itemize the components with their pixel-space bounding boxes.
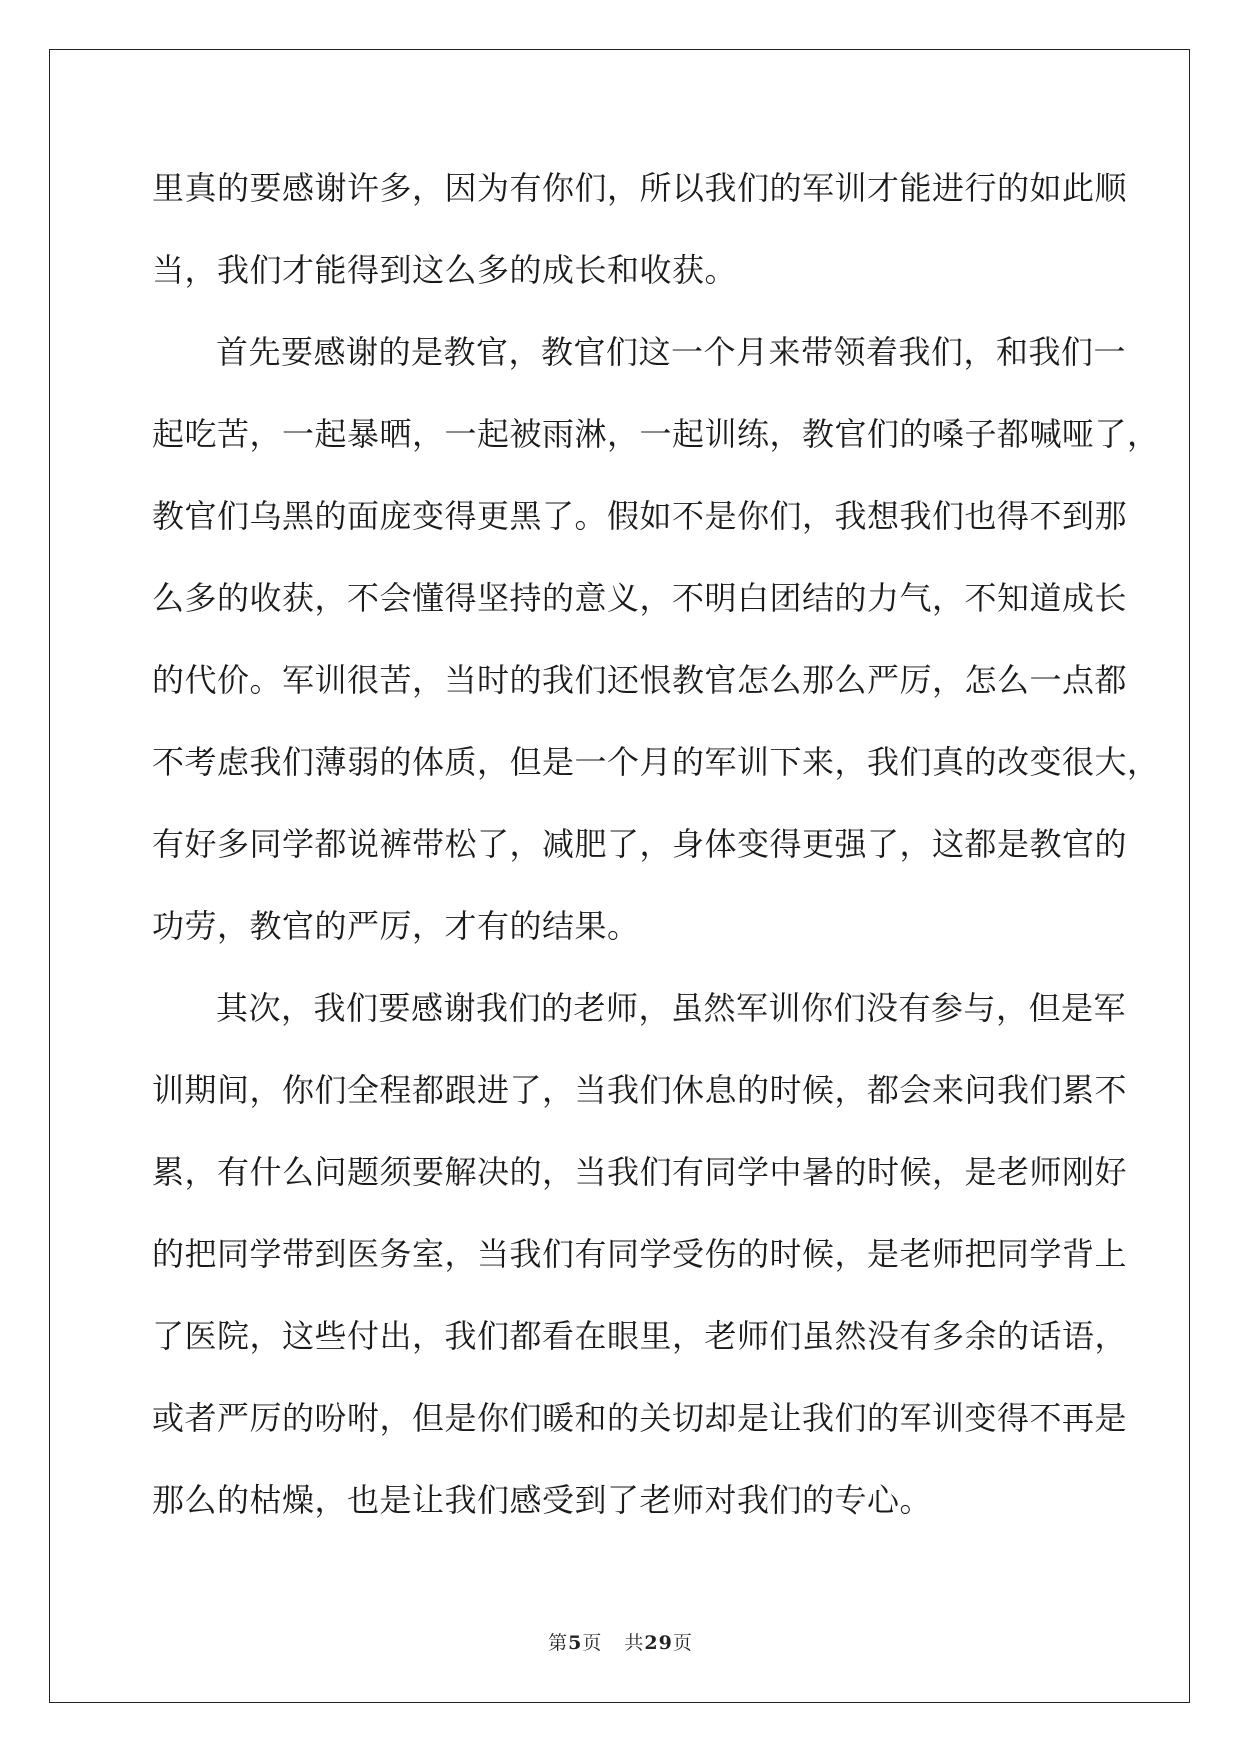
text-line: 里真的要感谢许多，因为有你们，所以我们的军训才能进行的如此顺 (152, 169, 1128, 207)
page-prefix: 第 (548, 1632, 569, 1654)
total-pages: 29 (644, 1632, 673, 1654)
text-line: 那么的枯燥，也是让我们感受到了老师对我们的专心。 (152, 1481, 933, 1519)
page-suffix: 页 (582, 1632, 603, 1654)
paragraph-start-line: 其次，我们要感谢我们的老师，虽然军训你们没有参与，但是军 (216, 989, 1127, 1027)
text-line: 累，有什么问题须要解决的，当我们有同学中暑的时候，是老师刚好 (152, 1153, 1128, 1191)
text-line: 有好多同学都说裤带松了，减肥了，身体变得更强了，这都是教官的 (152, 825, 1128, 863)
text-line: 起吃苦，一起暴晒，一起被雨淋，一起训练，教官们的嗓子都喊哑了， (152, 415, 1160, 453)
total-prefix: 共 (624, 1632, 645, 1654)
page-number: 5 (568, 1632, 583, 1654)
text-line: 的把同学带到医务室，当我们有同学受伤的时候，是老师把同学背上 (152, 1235, 1128, 1273)
paragraph-start-line: 首先要感谢的是教官，教官们这一个月来带领着我们，和我们一 (216, 333, 1127, 371)
total-suffix: 页 (672, 1632, 693, 1654)
text-line: 当，我们才能得到这么多的成长和收获。 (152, 251, 738, 289)
text-line: 了医院，这些付出，我们都看在眼里，老师们虽然没有多余的话语， (152, 1317, 1128, 1355)
page-footer (0, 1628, 1241, 1655)
text-line: 训期间，你们全程都跟进了，当我们休息的时候，都会来问我们累不 (152, 1071, 1128, 1109)
document-body (152, 158, 1160, 1552)
text-line: 的代价。军训很苦，当时的我们还恨教官怎么那么严厉，怎么一点都 (152, 661, 1128, 699)
text-line: 不考虑我们薄弱的体质，但是一个月的军训下来，我们真的改变很大， (152, 743, 1160, 781)
text-line: 么多的收获，不会懂得坚持的意义，不明白团结的力气，不知道成长 (152, 579, 1128, 617)
text-line: 功劳，教官的严厉，才有的结果。 (152, 907, 640, 945)
text-line: 或者严厉的吩咐，但是你们暖和的关切却是让我们的军训变得不再是 (152, 1399, 1128, 1437)
text-line: 教官们乌黑的面庞变得更黑了。假如不是你们，我想我们也得不到那 (152, 497, 1128, 535)
